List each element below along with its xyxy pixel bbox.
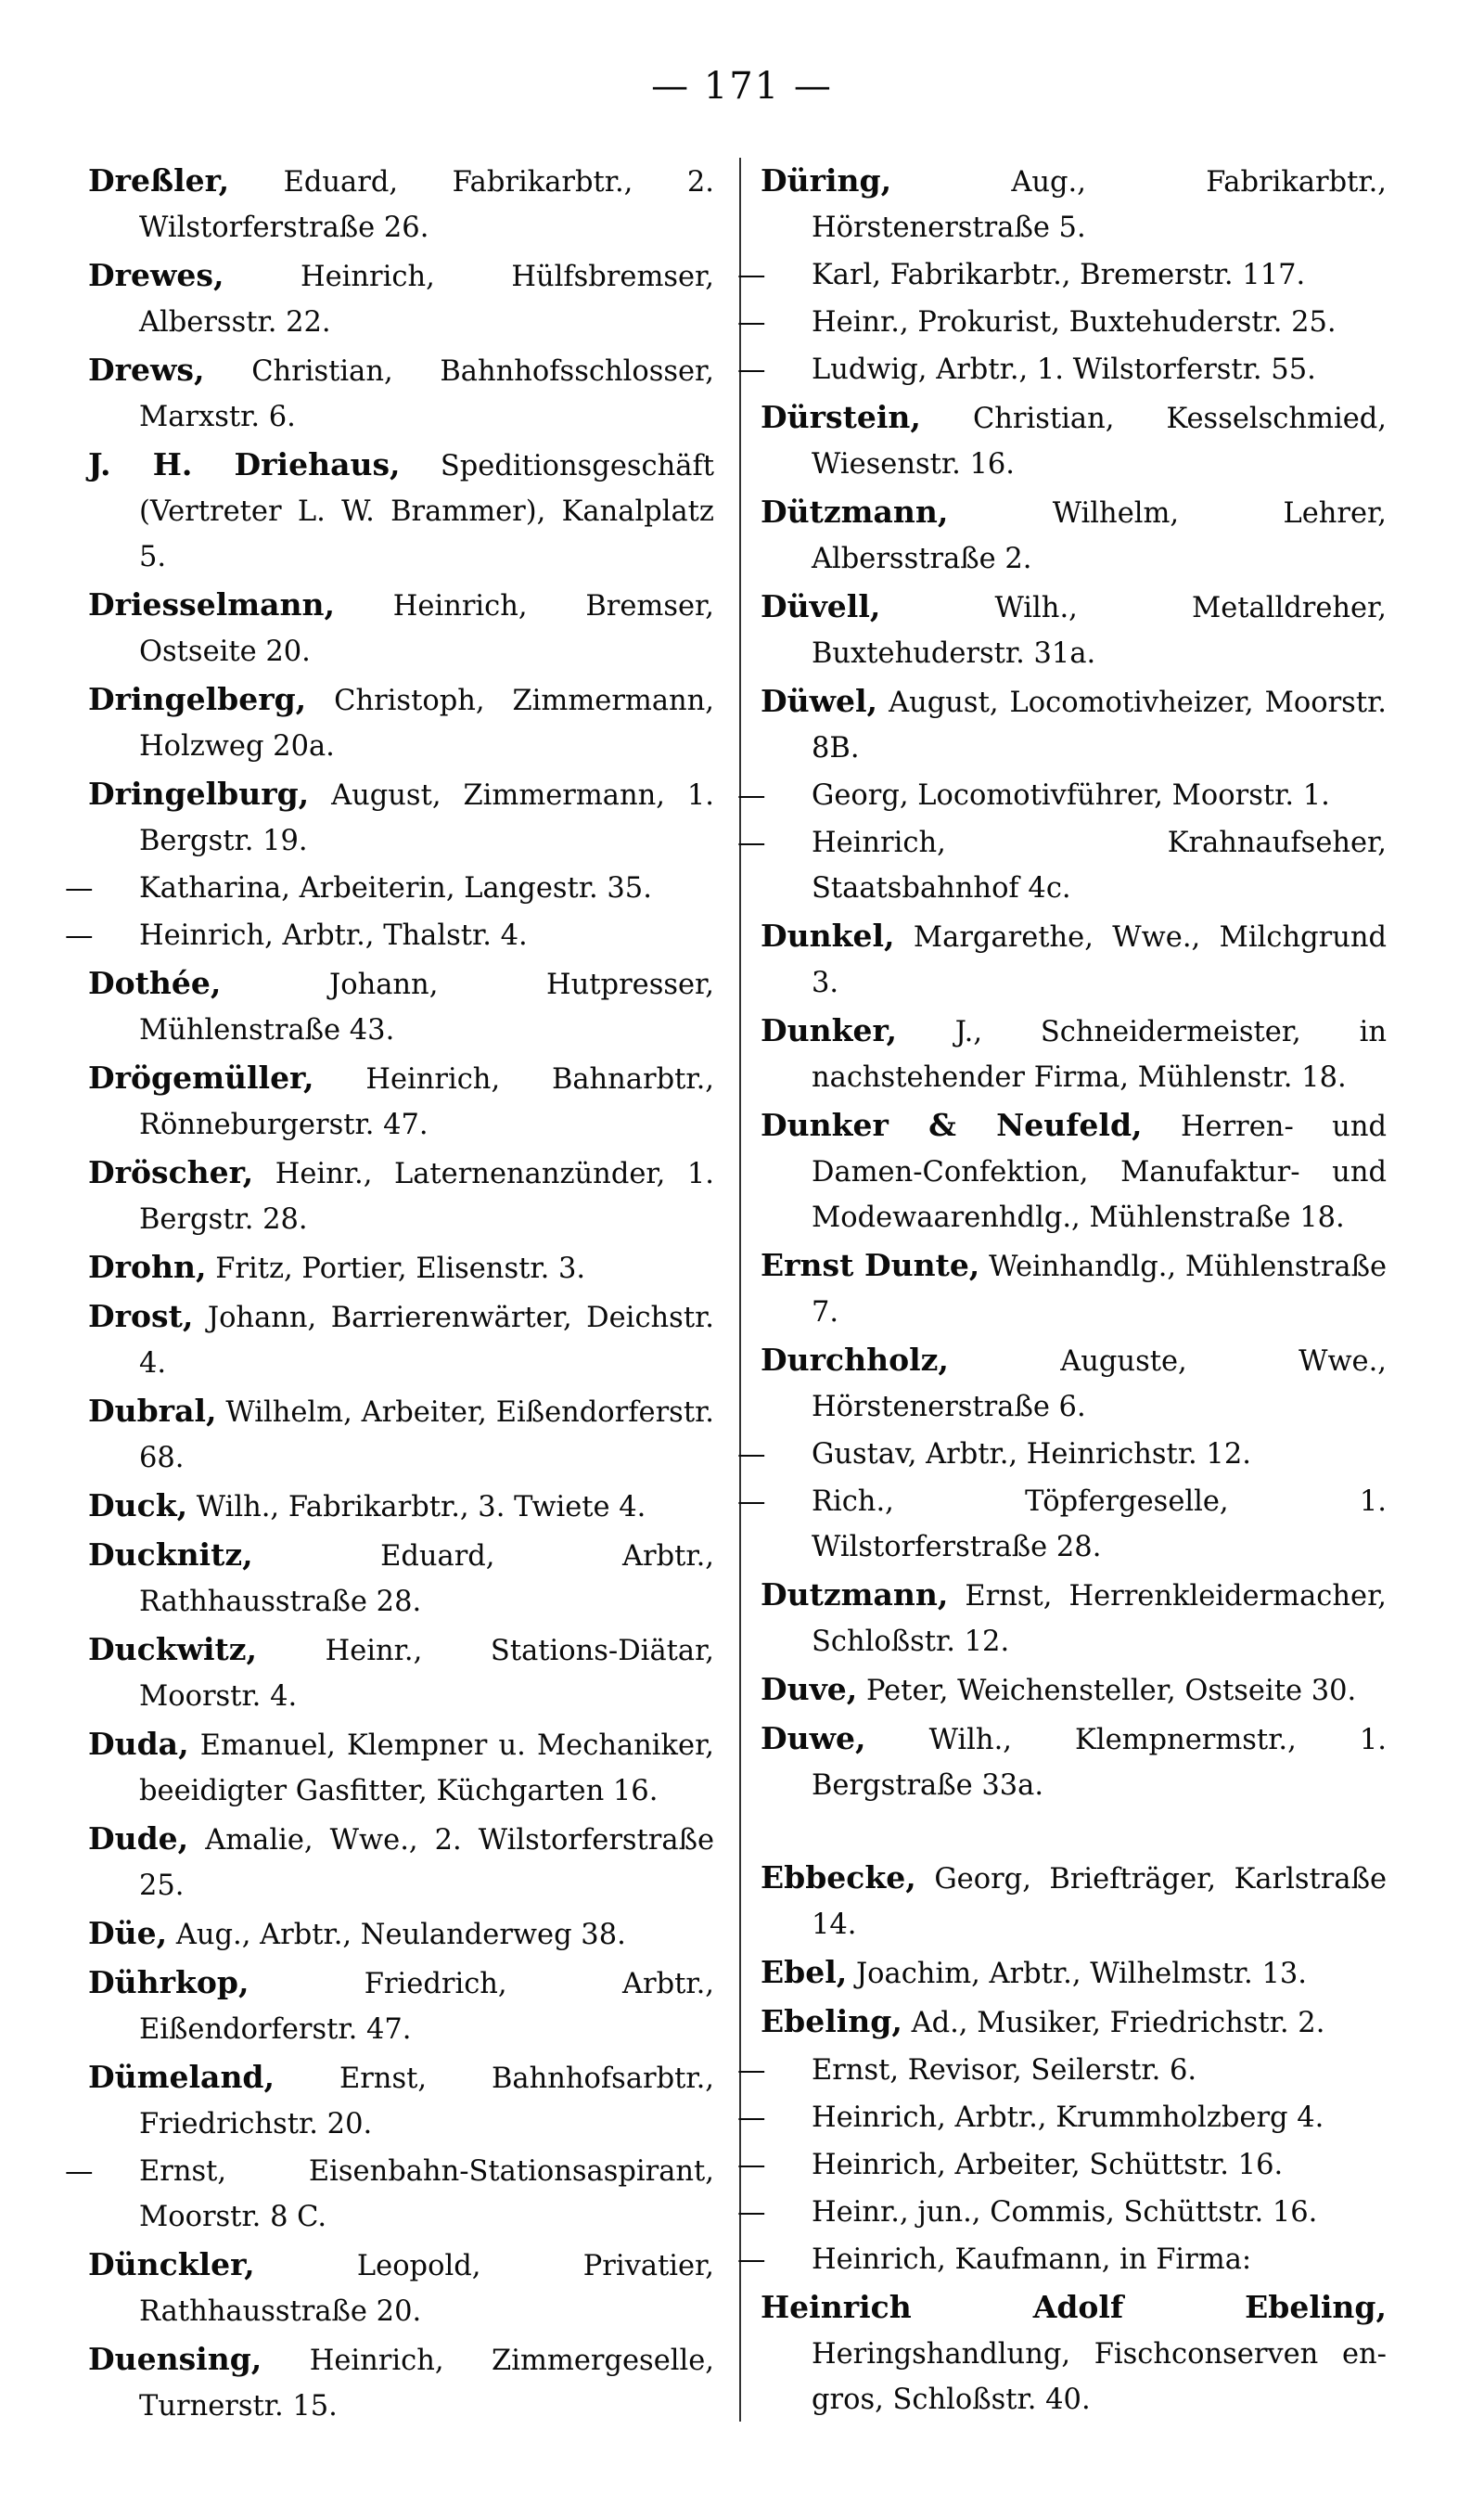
entry-name: Ebel,	[761, 1954, 848, 1990]
entry-name: Dröscher,	[88, 1154, 254, 1190]
entry-text: Ernst, Herrenkleidermacher, Schloßstr. 12.	[812, 1580, 1387, 1658]
directory-subentry	[737, 1479, 1387, 1570]
entry-name: Dreßler,	[88, 162, 230, 199]
entry-text: Christoph, Zimmermann, Holzweg 20a.	[139, 685, 714, 763]
directory-entry	[761, 678, 1387, 771]
entry-text: Karl, Fabrikarbtr., Bremerstr. 117.	[812, 259, 1306, 291]
entry-text: Fritz, Portier, Elisenstr. 3.	[215, 1253, 586, 1285]
ditto-dash: —	[737, 827, 766, 859]
directory-subentry	[737, 252, 1387, 298]
entry-text: Heinrich, Arbtr., Krummholzberg 4.	[812, 2101, 1324, 2134]
entry-text: Heinrich, Zimmergeselle, Turnerstr. 15.	[139, 2345, 714, 2423]
entry-name: Duwe,	[761, 1720, 866, 1756]
entry-name: Dützmann,	[761, 494, 949, 530]
directory-entry	[88, 1910, 714, 1958]
entry-name: Düring,	[761, 162, 892, 199]
entry-name: Heinrich Adolf Ebeling,	[761, 2289, 1387, 2325]
entry-name: Dührkop,	[88, 1964, 249, 2000]
directory-subentry	[737, 2048, 1387, 2093]
entry-text: Heinr., Prokurist, Buxtehuderstr. 25.	[812, 306, 1337, 339]
directory-entry	[761, 1008, 1387, 1100]
entry-name: Ernst Dunte,	[761, 1247, 980, 1283]
entry-text: Wilhelm, Arbeiter, Eißendorferstr. 68.	[139, 1396, 714, 1474]
directory-entry	[88, 1483, 714, 1530]
entry-text: Heinrich, Kaufmann, in Firma:	[812, 2243, 1252, 2276]
ditto-dash: —	[737, 259, 766, 291]
entry-text: Katharina, Arbeiterin, Langestr. 35.	[139, 872, 652, 905]
entry-name: Drewes,	[88, 257, 224, 293]
ditto-dash: —	[737, 306, 766, 339]
directory-entry	[761, 1855, 1387, 1947]
entry-text: Heinrich, Bahnarbtr., Rönneburgerstr. 47.	[139, 1063, 714, 1141]
entry-text: J., Schneidermeister, in nachstehender Firma, Mühlenstr. 18.	[812, 1016, 1387, 1094]
section-gap	[761, 1810, 1387, 1855]
entry-name: Dothée,	[88, 965, 222, 1001]
directory-entry	[88, 676, 714, 769]
entry-text: Heinrich, Arbeiter, Schüttstr. 16.	[812, 2149, 1284, 2181]
left-column	[65, 158, 714, 2431]
directory-subentry	[737, 2095, 1387, 2140]
entry-text: Herren- und Damen-Confektion, Manufaktur- und Modewaarenhdlg., Mühlenstraße 18.	[812, 1111, 1387, 1234]
entry-text: Speditionsgeschäft (Vertreter L. W. Brammer), Kanalplatz 5.	[139, 450, 714, 573]
entry-text: Heinr., jun., Commis, Schüttstr. 16.	[812, 2196, 1318, 2229]
entry-text: Wilh., Klempnermstr., 1. Bergstraße 33a.	[812, 1724, 1387, 1802]
entry-text: Heinr., Laternenanzünder, 1. Bergstr. 28.	[139, 1158, 714, 1236]
entry-text: Rich., Töpfergeselle, 1. Wilstorferstraße 28.	[812, 1485, 1387, 1563]
directory-entry	[88, 1388, 714, 1481]
entry-name: Dümeland,	[88, 2059, 275, 2095]
entry-text: August, Zimmermann, 1. Bergstr. 19.	[139, 779, 714, 857]
entry-name: Dringelburg,	[88, 776, 310, 812]
entry-text: Ernst, Revisor, Seilerstr. 6.	[812, 2054, 1197, 2087]
entry-name: Düe,	[88, 1915, 168, 1951]
directory-entry	[88, 582, 714, 675]
directory-subentry	[737, 347, 1387, 392]
ditto-dash: —	[65, 919, 94, 952]
entry-text: Heinrich, Bremser, Ostseite 20.	[139, 590, 714, 668]
directory-entry	[761, 1998, 1387, 2046]
directory-entry	[88, 1293, 714, 1386]
ditto-dash: —	[737, 2243, 766, 2276]
ditto-dash: —	[65, 872, 94, 905]
entry-name: Duda,	[88, 1726, 189, 1762]
directory-entry	[761, 1949, 1387, 1997]
entry-text: Wilh., Metalldreher, Buxtehuderstr. 31a.	[812, 592, 1387, 670]
entry-text: Georg, Briefträger, Karlstraße 14.	[812, 1863, 1387, 1941]
entry-name: Duensing,	[88, 2341, 262, 2377]
entry-name: Drögemüller,	[88, 1060, 314, 1096]
entry-name: Drost,	[88, 1298, 194, 1334]
directory-subentry	[737, 300, 1387, 345]
directory-entry	[88, 1532, 714, 1625]
directory-entry	[88, 1626, 714, 1719]
directory-entry	[88, 1244, 714, 1292]
entry-text: Margarethe, Wwe., Milchgrund 3.	[812, 921, 1387, 999]
entry-text: Joachim, Arbtr., Wilhelmstr. 13.	[855, 1958, 1307, 1990]
entry-text: Wilh., Fabrikarbtr., 3. Twiete 4.	[196, 1491, 646, 1523]
page-number: — 171 —	[651, 65, 833, 108]
directory-subentry	[737, 773, 1387, 818]
entry-text: Friedrich, Arbtr., Eißendorferstr. 47.	[139, 1968, 714, 2046]
directory-entry	[88, 1721, 714, 1814]
right-column	[737, 158, 1387, 2424]
entry-name: Dünckler,	[88, 2246, 255, 2282]
entry-name: Drews,	[88, 352, 205, 388]
ditto-dash: —	[737, 1438, 766, 1471]
entry-name: Dubral,	[88, 1393, 217, 1429]
entry-name: Ebbecke,	[761, 1859, 916, 1896]
entry-text: Leopold, Privatier, Rathhausstraße 20.	[139, 2250, 714, 2328]
entry-text: Heringshandlung, Fischconserven en-gros, Schloßstr. 40.	[812, 2338, 1387, 2416]
entry-text: Heinrich, Arbtr., Thalstr. 4.	[139, 919, 528, 952]
entry-name: Duckwitz,	[88, 1631, 257, 1667]
directory-entry	[88, 158, 714, 251]
entry-text: Eduard, Arbtr., Rathhausstraße 28.	[139, 1540, 714, 1618]
ditto-dash: —	[737, 2101, 766, 2134]
entry-text: Ad., Musiker, Friedrichstr. 2.	[911, 2007, 1325, 2039]
directory-entry	[761, 158, 1387, 251]
entry-name: Düwel,	[761, 683, 878, 719]
entry-text: Johann, Hutpresser, Mühlenstraße 43.	[139, 969, 714, 1047]
entry-text: Christian, Bahnhofsschlosser, Marxstr. 6.	[139, 355, 714, 433]
entry-name: Dutzmann,	[761, 1576, 949, 1613]
entry-name: Durchholz,	[761, 1342, 949, 1378]
ditto-dash: —	[737, 779, 766, 812]
entry-text: Christian, Kesselschmied, Wiesenstr. 16.	[812, 403, 1387, 481]
entry-text: Ernst, Bahnhofsarbtr., Friedrichstr. 20.	[139, 2063, 714, 2140]
entry-text: Johann, Barrierenwärter, Deichstr. 4.	[139, 1302, 714, 1380]
ditto-dash: —	[737, 2196, 766, 2229]
directory-entry	[88, 960, 714, 1053]
entry-text: Aug., Arbtr., Neulanderweg 38.	[175, 1919, 626, 1951]
directory-subentry	[737, 2142, 1387, 2188]
entry-text: Emanuel, Klempner u. Mechaniker, beeidigter Gasfitter, Küchgarten 16.	[139, 1729, 714, 1807]
directory-subentry	[65, 866, 714, 911]
directory-entry	[761, 2284, 1387, 2423]
entry-name: Duck,	[88, 1487, 188, 1523]
directory-entry	[761, 394, 1387, 487]
entry-text: Auguste, Wwe., Hörstenerstraße 6.	[812, 1345, 1387, 1423]
directory-entry	[761, 1102, 1387, 1240]
entry-name: Dunkel,	[761, 918, 895, 954]
entry-text: Weinhandlg., Mühlenstraße 7.	[812, 1251, 1387, 1329]
entry-name: Ebeling,	[761, 2003, 902, 2039]
directory-entry	[761, 1242, 1387, 1335]
entry-name: Dringelberg,	[88, 681, 307, 717]
entry-name: Drohn,	[88, 1249, 207, 1285]
ditto-dash: —	[737, 2054, 766, 2087]
entry-name: Duve,	[761, 1671, 858, 1707]
entry-text: Wilhelm, Lehrer, Albersstraße 2.	[812, 497, 1387, 575]
ditto-dash: —	[65, 2155, 94, 2188]
directory-entry	[88, 771, 714, 864]
directory-entry	[761, 489, 1387, 582]
entry-name: Driesselmann,	[88, 586, 335, 623]
directory-entry	[761, 1572, 1387, 1664]
directory-subentry	[737, 2237, 1387, 2282]
directory-entry	[88, 1816, 714, 1909]
entry-text: Eduard, Fabrikarbtr., 2. Wilstorferstraße 26.	[139, 166, 714, 244]
entry-name: Dunker,	[761, 1012, 897, 1048]
directory-entry	[761, 1666, 1387, 1714]
directory-entry	[88, 1150, 714, 1242]
entry-text: Ludwig, Arbtr., 1. Wilstorferstr. 55.	[812, 353, 1316, 386]
directory-subentry	[737, 2190, 1387, 2235]
entry-name: Dude,	[88, 1820, 189, 1857]
entry-text: Amalie, Wwe., 2. Wilstorferstraße 25.	[139, 1824, 714, 1902]
entry-text: Heinr., Stations-Diätar, Moorstr. 4.	[139, 1635, 714, 1713]
entry-text: Aug., Fabrikarbtr., Hörstenerstraße 5.	[812, 166, 1387, 244]
directory-entry	[88, 2336, 714, 2429]
directory-subentry	[737, 820, 1387, 911]
directory-entry	[88, 2054, 714, 2147]
directory-entry	[88, 1055, 714, 1148]
ditto-dash: —	[737, 2149, 766, 2181]
entry-name: Ducknitz,	[88, 1536, 253, 1573]
directory-entry	[761, 584, 1387, 676]
entry-name: Dunker & Neufeld,	[761, 1107, 1143, 1143]
directory-entry	[88, 442, 714, 580]
directory-subentry	[65, 913, 714, 958]
directory-entry	[761, 1337, 1387, 1430]
directory-entry	[88, 2242, 714, 2334]
entry-text: Heinrich, Krahnaufseher, Staatsbahnhof 4c.	[812, 827, 1387, 905]
directory-entry	[88, 1960, 714, 2052]
directory-entry	[88, 347, 714, 440]
directory-subentry	[65, 2149, 714, 2240]
entry-name: Düvell,	[761, 588, 881, 624]
ditto-dash: —	[737, 353, 766, 386]
directory-subentry	[737, 1432, 1387, 1477]
entry-name: J. H. Driehaus,	[88, 446, 401, 482]
entry-name: Dürstein,	[761, 399, 921, 435]
ditto-dash: —	[737, 1485, 766, 1518]
entry-text: Heinrich, Hülfsbremser, Albersstr. 22.	[139, 261, 714, 339]
entry-text: Gustav, Arbtr., Heinrichstr. 12.	[812, 1438, 1251, 1471]
directory-entry	[88, 252, 714, 345]
entry-text: August, Locomotivheizer, Moorstr. 8B.	[812, 687, 1387, 765]
directory-entry	[761, 913, 1387, 1006]
entry-text: Ernst, Eisenbahn-Stationsaspirant, Moorstr. 8 C.	[139, 2155, 714, 2233]
entry-text: Georg, Locomotivführer, Moorstr. 1.	[812, 779, 1330, 812]
entry-text: Peter, Weichensteller, Ostseite 30.	[865, 1675, 1357, 1707]
directory-entry	[761, 1716, 1387, 1808]
